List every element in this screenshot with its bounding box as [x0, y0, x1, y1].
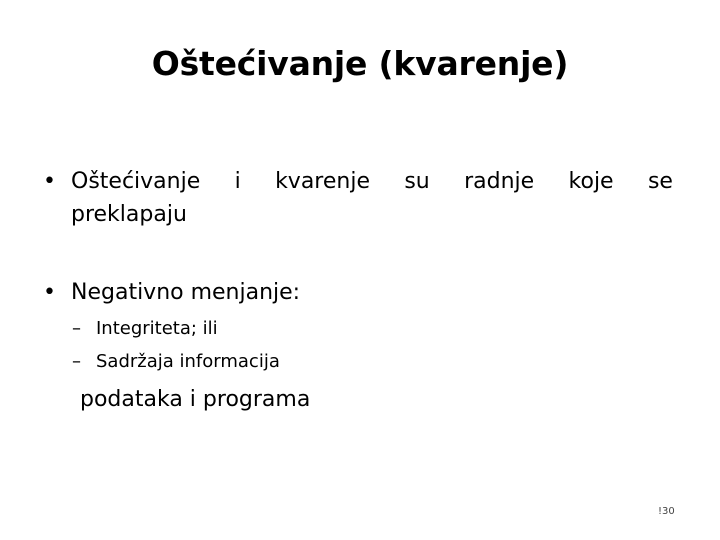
- bullet-1-line-2: preklapaju: [71, 202, 187, 227]
- bullet-dot: •: [43, 280, 56, 305]
- word: Oštećivanje: [71, 169, 201, 194]
- word: koje: [568, 169, 614, 194]
- dash-marker: –: [72, 318, 81, 339]
- dash-marker: –: [72, 351, 81, 372]
- sub-item-2: [72, 350, 280, 374]
- sub-item-text: Sadržaja informacija: [96, 351, 280, 372]
- continuation-text: podataka i programa: [80, 387, 311, 412]
- page-number: !30: [658, 506, 675, 517]
- bullet-1-line-1: [71, 165, 673, 199]
- slide-title: Oštećivanje (kvarenje): [151, 44, 569, 83]
- word: se: [647, 169, 673, 194]
- word: radnje: [464, 169, 535, 194]
- bullet-dot: •: [43, 169, 56, 194]
- sub-item-text: Integriteta; ili: [96, 318, 218, 339]
- word: su: [404, 169, 430, 194]
- word: i: [234, 169, 241, 194]
- sub-item-1: [72, 317, 218, 341]
- word: kvarenje: [275, 169, 370, 194]
- bullet-2-text: Negativno menjanje:: [71, 280, 301, 305]
